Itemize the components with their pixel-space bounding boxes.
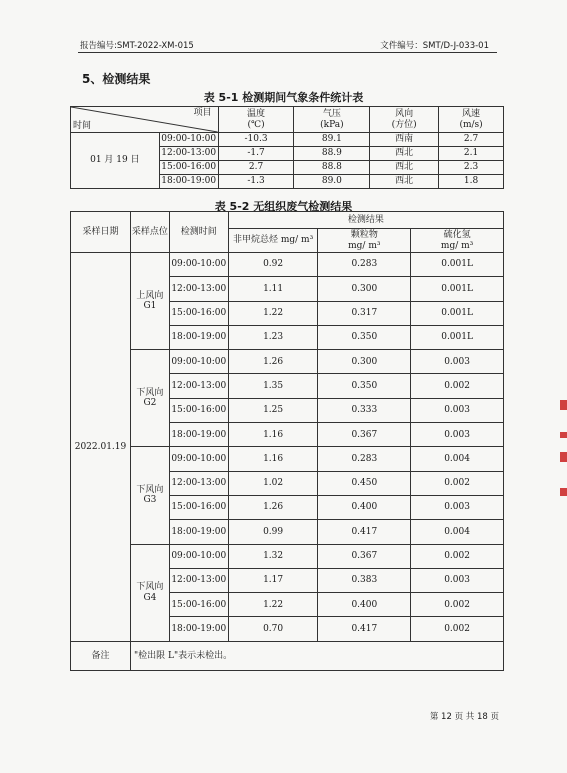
table1-header-wind-dir: 风向 (方位): [370, 107, 439, 133]
table1-cell: -10.3: [218, 133, 294, 147]
table2-cell: 0.367: [318, 423, 411, 447]
table2-cell: 15:00-16:00: [169, 301, 228, 325]
table2-cell: 0.003: [411, 568, 504, 592]
table1-cell: 2.3: [439, 161, 504, 175]
table2-point: 下风向 G2: [130, 350, 169, 447]
table2-cell: 0.001L: [411, 325, 504, 349]
table1-cell: 2.7: [439, 133, 504, 147]
table2-point: 上风向 G1: [130, 253, 169, 350]
table2-cell: 1.16: [228, 447, 318, 471]
table2-cell: 1.22: [228, 301, 318, 325]
table1-caption: 表 5-1 检测期间气象条件统计表: [203, 91, 364, 104]
table2-cell: 0.002: [411, 617, 504, 641]
table2-cell: 0.400: [318, 495, 411, 519]
table2-cell: 0.350: [318, 325, 411, 349]
weather-table: [70, 106, 504, 189]
table2-header-pm: 颗粒物 mg/ m³: [318, 229, 411, 253]
table2-cell: 0.300: [318, 277, 411, 301]
table2-header-result: 检测结果: [228, 212, 503, 229]
table1-header-pressure: 气压 (kPa): [294, 107, 370, 133]
table2-cell: 0.001L: [411, 253, 504, 277]
table2-header-time: 检测时间: [169, 212, 228, 253]
table2-date: 2022.01.19: [71, 253, 131, 642]
table2-cell: 09:00-10:00: [169, 544, 228, 568]
table2-cell: 0.002: [411, 374, 504, 398]
table2-cell: 1.11: [228, 277, 318, 301]
table2-cell: 18:00-19:00: [169, 423, 228, 447]
table1-cell: 2.7: [218, 161, 294, 175]
table1-corner-time: 时间: [73, 120, 92, 131]
stamp-edge-mark: [560, 400, 567, 410]
table2-cell: 12:00-13:00: [169, 471, 228, 495]
table1-cell: 15:00-16:00: [159, 161, 218, 175]
page-footer: 第 12 页 共 18 页: [429, 712, 499, 722]
table2-cell: 0.417: [318, 617, 411, 641]
table1-corner-item: 项目: [193, 108, 212, 118]
file-number: 文件编号：SMT/D-J-033-01: [380, 41, 489, 51]
table2-cell: 0.367: [318, 544, 411, 568]
table2-cell: 0.450: [318, 471, 411, 495]
table2-cell: 0.333: [318, 398, 411, 422]
table2-cell: 0.300: [318, 350, 411, 374]
table2-cell: 0.350: [318, 374, 411, 398]
table1-cell: 西北: [370, 175, 439, 189]
table2-cell: 12:00-13:00: [169, 374, 228, 398]
table2-cell: 0.383: [318, 568, 411, 592]
table1-cell: 西南: [370, 133, 439, 147]
table1-cell: 89.1: [294, 133, 370, 147]
table2-header-date: 采样日期: [71, 212, 131, 253]
table2-cell: 0.70: [228, 617, 318, 641]
table1-cell: 88.9: [294, 147, 370, 161]
table1-cell: -1.7: [218, 147, 294, 161]
table2-cell: 09:00-10:00: [169, 447, 228, 471]
table2-cell: 0.283: [318, 253, 411, 277]
table2-cell: 0.002: [411, 593, 504, 617]
table2-note-text: "检出限 L"表示未检出。: [130, 641, 503, 670]
header-rule: [78, 52, 497, 53]
table2-note-label: 备注: [71, 641, 131, 670]
table2-header-nmhc: 非甲烷总烃 mg/ m³: [228, 229, 318, 253]
table2-header-point: 采样点位: [130, 212, 169, 253]
table2-cell: 0.001L: [411, 301, 504, 325]
table2-cell: 12:00-13:00: [169, 568, 228, 592]
table2-cell: 0.004: [411, 520, 504, 544]
table2-cell: 15:00-16:00: [169, 593, 228, 617]
table2-cell: 15:00-16:00: [169, 398, 228, 422]
table2-cell: 1.23: [228, 325, 318, 349]
table2-cell: 09:00-10:00: [169, 253, 228, 277]
table2-cell: 12:00-13:00: [169, 277, 228, 301]
table2-cell: 1.32: [228, 544, 318, 568]
table2-cell: 15:00-16:00: [169, 495, 228, 519]
table2-cell: 0.003: [411, 398, 504, 422]
table2-cell: 1.26: [228, 495, 318, 519]
table1-cell: 89.0: [294, 175, 370, 189]
table2-cell: 09:00-10:00: [169, 350, 228, 374]
table1-header-wind-speed: 风速 (m/s): [439, 107, 504, 133]
table2-caption: 表 5-2 无组织废气检测结果: [214, 200, 353, 213]
table2-cell: 1.02: [228, 471, 318, 495]
table2-cell: 0.92: [228, 253, 318, 277]
table2-cell: 18:00-19:00: [169, 617, 228, 641]
stamp-edge-mark: [560, 488, 567, 496]
table2-cell: 18:00-19:00: [169, 325, 228, 349]
table2-cell: 0.317: [318, 301, 411, 325]
table2-header-h2s: 硫化氢 mg/ m³: [411, 229, 504, 253]
table2-cell: 1.26: [228, 350, 318, 374]
table2-cell: 1.16: [228, 423, 318, 447]
table2-cell: 0.004: [411, 447, 504, 471]
table2-cell: 1.22: [228, 593, 318, 617]
table1-cell: 18:00-19:00: [159, 175, 218, 189]
table2-point: 下风向 G3: [130, 447, 169, 544]
table1-cell: 2.1: [439, 147, 504, 161]
section-title: 5、检测结果: [82, 72, 151, 86]
table2-cell: 0.003: [411, 423, 504, 447]
table2-cell: 0.417: [318, 520, 411, 544]
table2-cell: 18:00-19:00: [169, 520, 228, 544]
table2-cell: 0.002: [411, 544, 504, 568]
table1-header-temp: 温度 (℃): [218, 107, 294, 133]
emission-table: [70, 211, 504, 671]
table1-cell: 88.8: [294, 161, 370, 175]
table2-cell: 1.25: [228, 398, 318, 422]
table2-point: 下风向 G4: [130, 544, 169, 641]
table2-cell: 0.001L: [411, 277, 504, 301]
table1-cell: 12:00-13:00: [159, 147, 218, 161]
table2-cell: 1.35: [228, 374, 318, 398]
table1-cell: -1.3: [218, 175, 294, 189]
table1-cell: 1.8: [439, 175, 504, 189]
table2-cell: 1.17: [228, 568, 318, 592]
table2-cell: 0.99: [228, 520, 318, 544]
table1-corner-cell: [71, 107, 219, 133]
table1-cell: 西北: [370, 147, 439, 161]
table2-cell: 0.002: [411, 471, 504, 495]
table1-cell: 09:00-10:00: [159, 133, 218, 147]
table1-date: 01 月 19 日: [71, 133, 160, 189]
stamp-edge-mark: [560, 452, 567, 462]
table2-cell: 0.283: [318, 447, 411, 471]
table2-cell: 0.003: [411, 350, 504, 374]
stamp-edge-mark: [560, 432, 567, 438]
table1-cell: 西北: [370, 161, 439, 175]
table2-cell: 0.400: [318, 593, 411, 617]
table2-cell: 0.003: [411, 495, 504, 519]
report-number: 报告编号:SMT-2022-XM-015: [80, 41, 194, 51]
